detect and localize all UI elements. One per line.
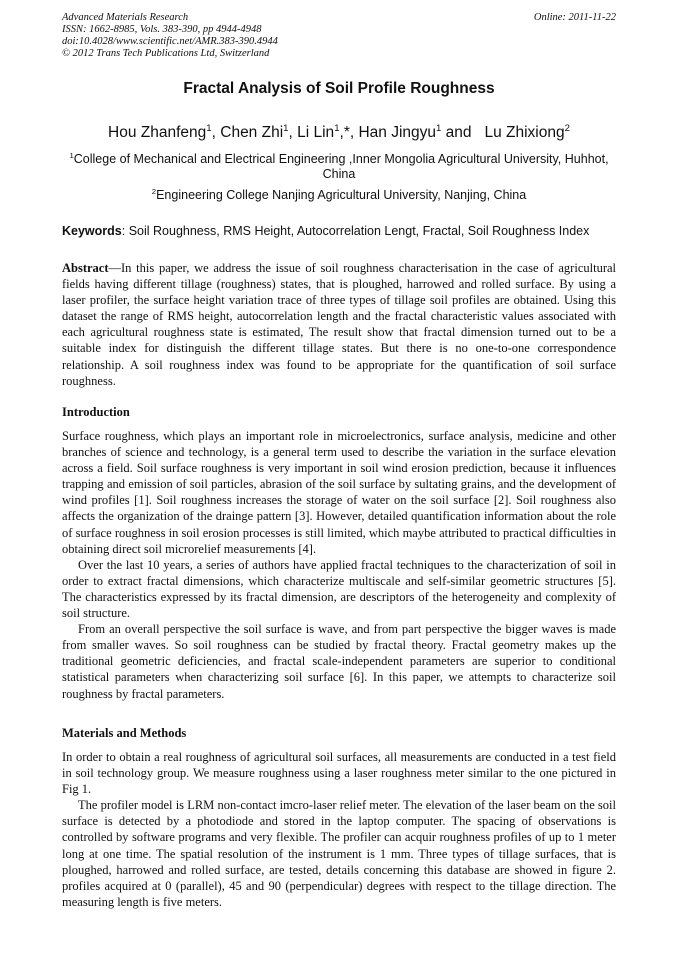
methods-section	[62, 749, 616, 910]
author-name: Hou Zhanfeng	[108, 124, 207, 141]
affil-text: Engineering College Nanjing Agricultural University, Nanjing, China	[156, 188, 527, 202]
author-name: Lu Zhixiong	[484, 124, 565, 141]
author-list	[0, 124, 678, 142]
abstract-text: —In this paper, we address the issue of soil roughness characterisation in the case of agricultural fields having different tillage (roughness) states, that is ploughed, harrowed and rolled surface. By using a laser profiler, the surface height variation trace of three types of tillage soil profiles are obtained. Using this dataset the range of RMS height, autocorrelation length and the fractal characteristic values associated with each agricultural roughness state is estimated, The result show that fractal dimension turned out to be a suitable index for distinguish the different tillage states. But there is no one-to-one correspondence relationship. A soil roughness index was found to be appropriate for the quantification of soil surface roughness.	[62, 261, 616, 388]
paper-title: Fractal Analysis of Soil Profile Roughness	[183, 80, 495, 97]
abstract-label: Abstract	[62, 261, 109, 275]
author-name: Chen Zhi	[220, 124, 284, 141]
affiliation-2	[62, 188, 616, 203]
paragraph: From an overall perspective the soil surface is wave, and from part perspective the bigger waves is made from smaller waves. So soil roughness can be studied by fractal theory. Fractal geometry makes up the traditional geometric deficiencies, and fractal scale-independent parameters are superior to conditional statistical parameters when characterizing soil surface [6]. In this paper, we attempts to characterize soil roughness by fractal parameters.	[62, 622, 616, 701]
abstract	[62, 260, 616, 389]
author-separator: ,	[288, 124, 298, 141]
author-separator: ,	[211, 124, 221, 141]
issn-line: ISSN: 1662-8985, Vols. 383-390, pp 4944-4948	[62, 24, 262, 35]
doi-line: doi:10.4028/www.scientific.net/AMR.383-390.4944	[62, 36, 278, 47]
section-title-methods: Materials and Methods	[62, 726, 187, 740]
online-date: Online: 2011-11-22	[533, 12, 616, 23]
author-affil-mark: 1	[206, 122, 212, 134]
copyright-line: © 2012 Trans Tech Publications Ltd, Switzerland	[62, 48, 270, 59]
paragraph: The profiler model is LRM non-contact imcro-laser relief meter. The elevation of the laser beam on the soil surface is detected by a photodiode and stored in the laptop computer. The spacing of observations is controlled by software programs and very flexible. The profiler can acquir roughness profiles of up to 1 meter long at one time. The spatial resolution of the instrument is 1 mm. Three types of tillage surfaces, that is ploughed, harrowed and rolled surface, are tested, details concerning this database are showed in figure 2. profiles acquired at 0 (parallel), 45 and 90 (perpendicular) degrees with respect to the tillage direction. The measuring length is five meters.	[62, 798, 616, 909]
author-affil-mark: 2	[564, 122, 570, 134]
affiliation-1	[62, 152, 616, 182]
introduction-section	[62, 428, 616, 702]
author-affil-mark: 1	[283, 122, 289, 134]
author-affil-mark: 1	[334, 122, 340, 134]
section-title-introduction: Introduction	[62, 405, 130, 419]
paragraph: Surface roughness, which plays an important role in microelectronics, surface analysis, medicine and other branches of science and technology, is a general term used to describe the variation in the surface elevation across a field. Soil surface roughness is very important in soil wind erosion prediction, because it influences trapping and emission of soil particles, abrasion of the soil surface by sultating grains, and the development of wind profiles [1]. Soil roughness increases the storage of water on the soil surface [2]. Soil roughness also affects the organization of the drainge pattern [3]. However, detailed quantification information about the role of surface roughness in soil erosion processes is still limited, which maybe attributed to practical difficulties in obtaining direct soil microrelief measurements [4].	[62, 429, 616, 556]
author-name: Li Lin	[297, 124, 335, 141]
affil-mark: 2	[151, 186, 157, 196]
paragraph: Over the last 10 years, a series of authors have applied fractal techniques to the characterization of soil in order to extract fractal dimensions, which characterize multiscale and self-similar geometric structures [5]. The characteristics expressed by its fractal dimension, are descriptors of the heterogeneity and complexity of soil structure.	[62, 557, 616, 621]
paragraph: In order to obtain a real roughness of agricultural soil surfaces, all measurements are conducted in a test field in soil technology group. We measure roughness using a laser roughness meter similar to the one pictured in Fig 1.	[62, 750, 616, 797]
affil-text: College of Mechanical and Electrical Engineering ,Inner Mongolia Agricultural University, Huhhot, China	[73, 152, 609, 181]
author-name: Han Jingyu	[358, 124, 437, 141]
journal-header	[62, 12, 616, 60]
affil-mark: 1	[69, 150, 74, 160]
journal-name: Advanced Materials Research	[62, 12, 189, 23]
author-separator: and	[441, 124, 485, 141]
keywords	[62, 223, 616, 239]
author-separator: ,*,	[339, 124, 359, 141]
author-affil-mark: 1	[436, 122, 442, 134]
keywords-label: Keywords	[62, 224, 122, 238]
keywords-text: : Soil Roughness, RMS Height, Autocorrelation Lengt, Fractal, Soil Roughness Index	[121, 224, 590, 238]
